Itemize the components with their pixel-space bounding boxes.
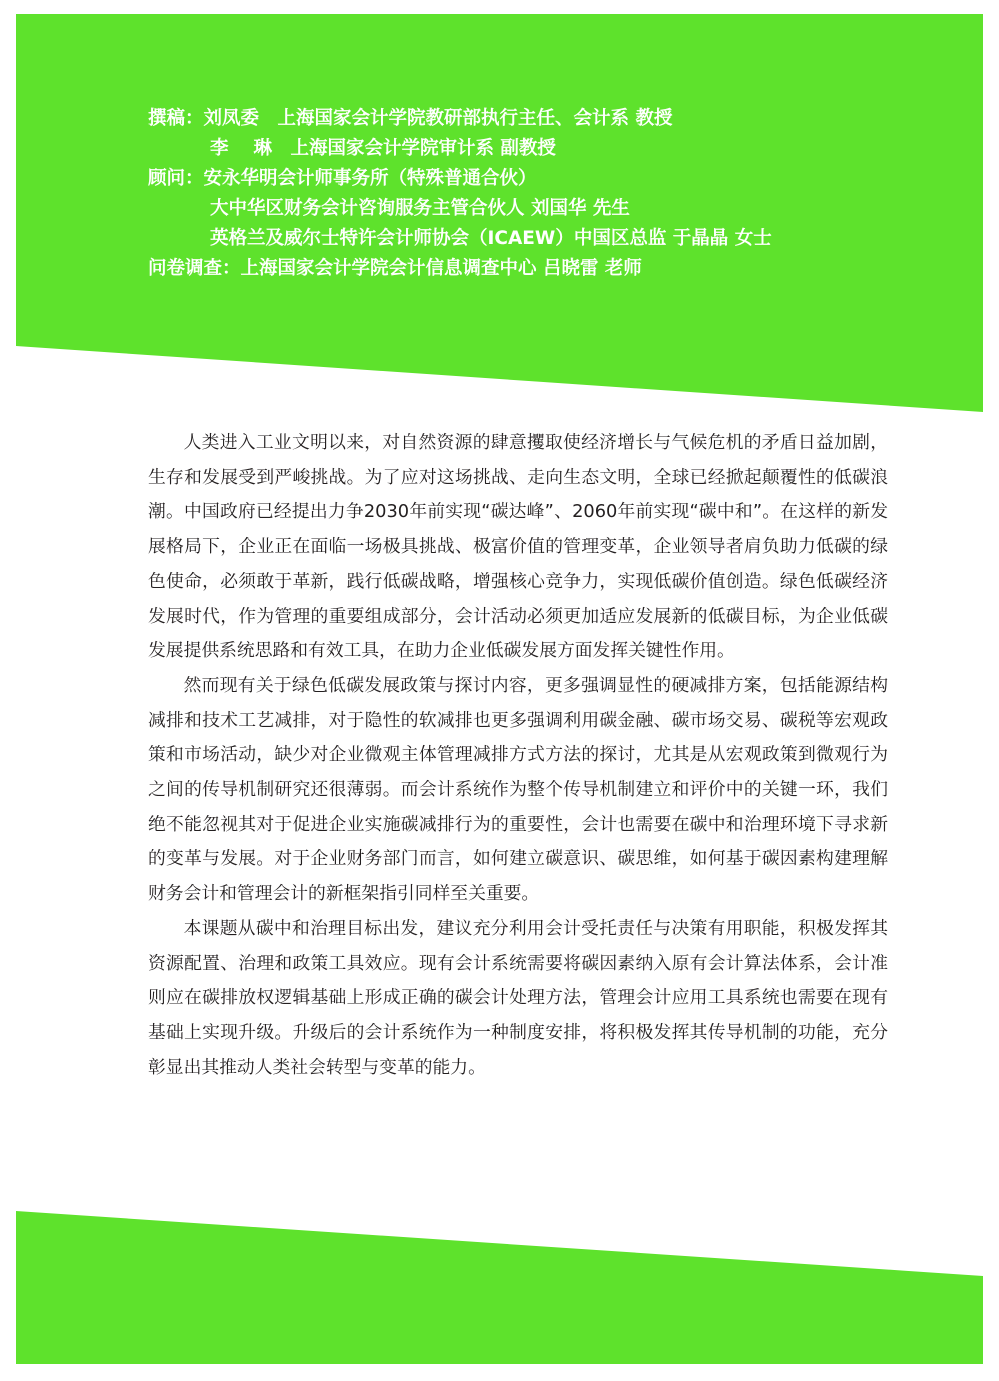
advisor-2-row (148, 224, 968, 254)
paragraph-1: 人类进入工业文明以来，对自然资源的肆意攫取使经济增长与气候危机的矛盾日益加剧，生存和发展受到严峻挑战。为了应对这场挑战、走向生态文明，全球已经掀起颠覆性的低碳浪潮。中国政府已经提出力争2030年前实现“碳达峰”、2060年前实现“碳中和”。在这样的新发展格局下，企业正在面临一场极具挑战、极富价值的管理变革，企业领导者肩负助力低碳的绿色使命，必须敢于革新，践行低碳战略，增强核心竞争力，实现低碳价值创造。绿色低碳经济发展时代，作为管理的重要组成部分，会计活动必须更加适应发展新的低碳目标，为企业低碳发展提供系统思路和有效工具，在助力企业低碳发展方面发挥关键性作用。 (148, 432, 888, 662)
writer-1: 刘凤委 上海国家会计学院教研部执行主任、会计系 教授 (203, 108, 673, 129)
advisors-row (148, 164, 968, 194)
writer-2: 李 琳 上海国家会计学院审计系 副教授 (210, 138, 556, 159)
credits-block (148, 104, 968, 284)
survey-row (148, 254, 968, 284)
advisor-1-row (148, 194, 968, 224)
advisors-label: 顾问： (148, 168, 204, 189)
body-text (148, 426, 888, 1085)
paragraph-2: 然而现有关于绿色低碳发展政策与探讨内容，更多强调显性的硬减排方案，包括能源结构减排和技术工艺减排，对于隐性的软减排也更多强调利用碳金融、碳市场交易、碳税等宏观政策和市场活动，缺少对企业微观主体管理减排方式方法的探讨，尤其是从宏观政策到微观行为之间的传导机制研究还很薄弱。而会计系统作为整个传导机制建立和评价中的关键一环，我们绝不能忽视其对于促进企业实施碳减排行为的重要性，会计也需要在碳中和治理环境下寻求新的变革与发展。对于企业财务部门而言，如何建立碳意识、碳思维，如何基于碳因素构建理解财务会计和管理会计的新框架指引同样至关重要。 (148, 674, 888, 905)
advisor-firm: 安永华明会计师事务所（特殊普通合伙） (203, 168, 537, 189)
writers-row (148, 104, 968, 134)
paragraph-3: 本课题从碳中和治理目标出发，建议充分利用会计受托责任与决策有用职能，积极发挥其资源配置、治理和政策工具效应。现有会计系统需要将碳因素纳入原有会计算法体系，会计准则应在碳排放权逻辑基础上形成正确的碳会计处理方法，管理会计应用工具系统也需要在现有基础上实现升级。升级后的会计系统作为一种制度安排，将积极发挥其传导机制的功能，充分彰显出其推动人类社会转型与变革的能力。 (148, 917, 888, 1078)
survey-credit: 上海国家会计学院会计信息调查中心 吕晓雷 老师 (240, 258, 642, 279)
writer-2-row (148, 134, 968, 164)
writers-label: 撰稿： (148, 108, 204, 129)
survey-label: 问卷调查： (148, 258, 241, 279)
advisor-1: 大中华区财务会计咨询服务主管合伙人 刘国华 先生 (210, 198, 630, 219)
bottom-green-band (16, 1211, 983, 1364)
advisor-2: 英格兰及威尔士特许会计师协会（ICAEW）中国区总监 于晶晶 女士 (210, 228, 772, 249)
